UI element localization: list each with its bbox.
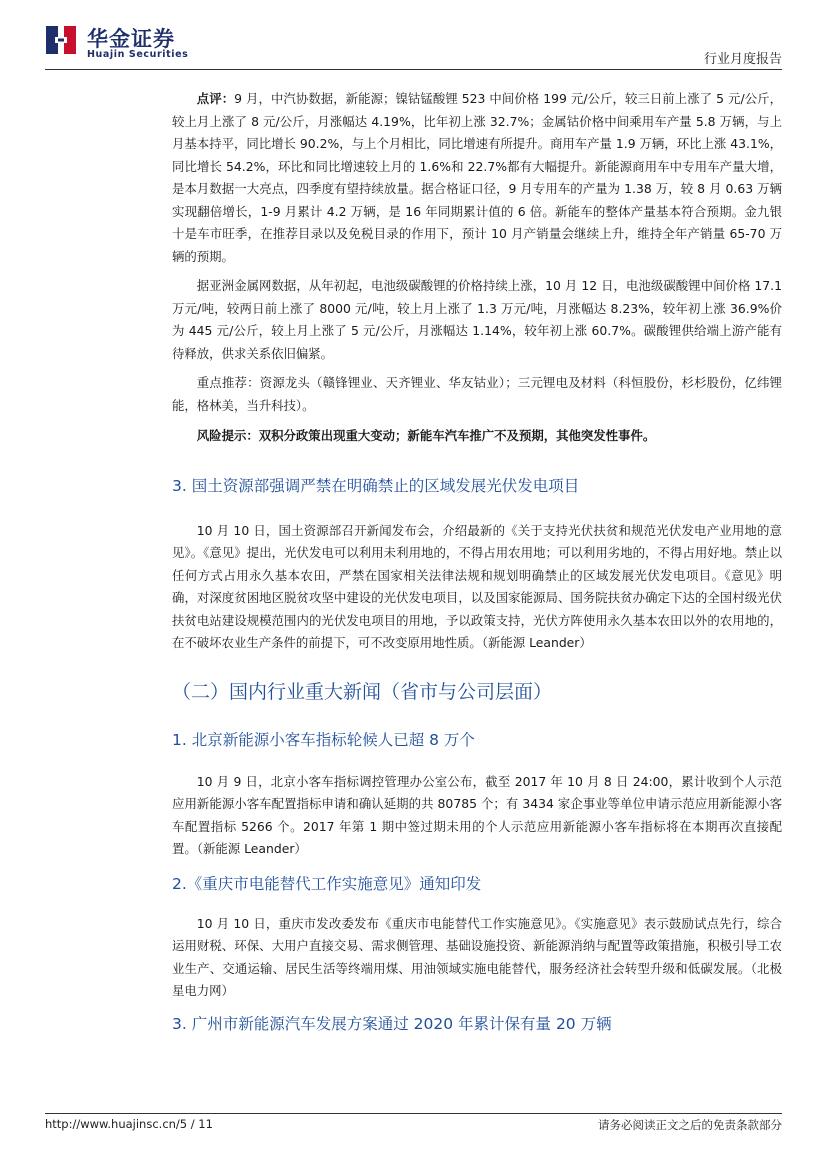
huajin-logo-icon bbox=[45, 24, 77, 56]
commentary-label: 点评： bbox=[196, 91, 235, 106]
header-divider bbox=[45, 69, 782, 70]
main-content bbox=[172, 88, 782, 1034]
news1-heading: 1. 北京新能源小客车指标轮候人已超 8 万个 bbox=[172, 730, 475, 749]
page-header bbox=[45, 22, 782, 70]
footer-url-page: http://www.huajinsc.cn/5 / 11 bbox=[45, 1117, 213, 1131]
company-name-en: Huajin Securities bbox=[87, 49, 189, 60]
commentary-paragraph bbox=[172, 88, 782, 268]
lithium-carbonate-paragraph: 据亚洲金属网数据，从年初起，电池级碳酸锂的价格持续上涨，10 月 12 日，电池级碳酸锂中间价格 17.1 万元/吨，较两日前上涨了 8000 元/吨，较上月上涨了 1.3 万元/吨，月涨幅达 8.23%，较年初上涨 36.9%价为 445 元/公斤，较上月上涨了 5 元/公斤，月涨幅达 1.14%，较年初上涨 60.7%。碳酸锂供给端上游产能有待释放，供求关系依旧偏紧。 bbox=[172, 278, 782, 361]
footer-disclaimer: 请务必阅读正文之后的免责条款部分 bbox=[598, 1118, 782, 1132]
footer-divider bbox=[45, 1113, 782, 1114]
news2-heading: 2.《重庆市电能替代工作实施意见》通知印发 bbox=[172, 874, 482, 893]
section3-heading: 3. 国土资源部强调严禁在明确禁止的区域发展光伏发电项目 bbox=[172, 476, 580, 495]
news3-heading: 3. 广州市新能源汽车发展方案通过 2020 年累计保有量 20 万辆 bbox=[172, 1014, 612, 1033]
commentary-text: 9 月，中汽协数据，新能源；镍钴锰酸锂 523 中间价格 199 元/公斤，较三日前上涨了 5 元/公斤，较上月上涨了 8 元/公斤，月涨幅达 4.19%，比年初上涨 32.7%；金属钴价格中间乘用车产量 5.8 万辆，与上月基本持平，同比增长 90.2%，与上个月相比，同比增速有所提升。商用车产量 1.9 万辆，环比上涨 43.1%，同比增长 54.2%，环比和同比增速较上月的 1.6%和 22.7%都有大幅提升。新能源商用车中专用车产量大增，是本月数据一大亮点，四季度有望持续放量。据合格证口径，9 月专用车的产量为 1.38 万，较 8 月 0.63 万辆实现翻倍增长，1-9 月累计 4.2 万辆，是 16 年同期累计值的 6 倍。新能车的整体产量基本符合预期。金九银十是车市旺季，在推荐目录以及免税目录的作用下，预计 10 月产销量会继续上升，维持全年产销量 65-70 万辆的预期。 bbox=[172, 91, 782, 264]
news2-paragraph: 10 月 10 日，重庆市发改委发布《重庆市电能替代工作实施意见》。《实施意见》表示鼓励试点先行，综合运用财税、环保、大用户直接交易、需求侧管理、基础设施投资、新能源消纳与配置等政策措施，积极引导工农业生产、交通运输、居民生活等终端用煤、用油领域实施电能替代，服务经济社会转型升级和低碳发展。（北极星电力网） bbox=[172, 915, 782, 998]
recommendation-paragraph: 重点推荐：资源龙头（赣锋锂业、天齐锂业、华友钴业）；三元锂电及材料（科恒股份，杉杉股份，亿纬锂能，格林美，当升科技）。 bbox=[172, 375, 782, 413]
part2-heading: （二）国内行业重大新闻（省市与公司层面） bbox=[172, 680, 553, 703]
risk-warning: 风险提示：双积分政策出现重大变动；新能车汽车推广不及预期，其他突发性事件。 bbox=[196, 428, 656, 443]
section3-paragraph: 10 月 10 日，国土资源部召开新闻发布会，介绍最新的《关于支持光伏扶贫和规范光伏发电产业用地的意见》。《意见》提出，光伏发电可以利用未利用地的，不得占用农用地；可以利用劣地的，不得占用好地。禁止以任何方式占用永久基本农田，严禁在国家相关法律法规和规划明确禁止的区域发展光伏发电项目。《意见》明确，对深度贫困地区脱贫攻坚中建设的光伏发电项目，以及国家能源局、国务院扶贫办确定下达的全国村级光伏扶贫电站建设规模范围内的光伏发电项目的用地，予以政策支持，光伏方阵使用永久基本农田以外的农用地的，在不破坏农业生产条件的前提下，可不改变原用地性质。（新能源 Leander） bbox=[172, 522, 782, 650]
report-type: 行业月度报告 bbox=[703, 52, 782, 67]
news1-paragraph: 10 月 9 日，北京小客车指标调控管理办公室公布，截至 2017 年 10 月 8 日 24:00，累计收到个人示范应用新能源小客车配置指标申请和确认延期的共 80785 个；有 3434 家企事业等单位申请示范应用新能源小客车配置指标 5266 个。2017 年第 1 期中签过期未用的个人示范应用新能源小客车指标将在本期再次直接配置。（新能源 Leander） bbox=[172, 773, 782, 856]
company-name-cn: 华金证券 bbox=[87, 27, 175, 51]
